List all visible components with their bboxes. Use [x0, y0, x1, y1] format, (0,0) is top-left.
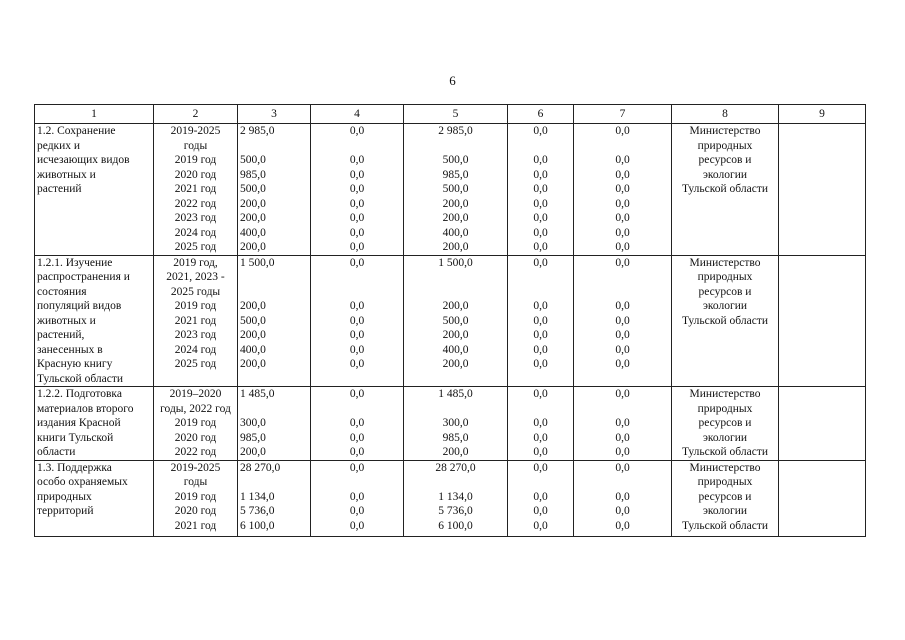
period-cell [154, 387, 238, 461]
extrabudget-cell-line [576, 285, 669, 300]
local-cell-line: 0,0 [533, 256, 548, 269]
local-cell-line [510, 139, 571, 154]
local-cell [508, 255, 574, 387]
result-cell [779, 387, 866, 461]
extrabudget-cell-line: 0,0 [615, 505, 630, 517]
extrabudget-cell-line: 0,0 [615, 490, 630, 503]
regional-cell [404, 460, 508, 536]
federal-cell-line: 0,0 [349, 212, 365, 224]
extrabudget-cell-line: 0,0 [615, 300, 630, 312]
period-cell-line: 2021 год [174, 314, 217, 327]
executor-cell-line: Тульской области [681, 519, 768, 532]
extrabudget-cell-line: 0,0 [615, 417, 630, 429]
total-cell-line [240, 402, 308, 417]
executor-cell-line: природных [697, 139, 753, 152]
total-cell-line: 500,0 [240, 314, 266, 327]
extrabudget-cell-line: 0,0 [615, 154, 630, 166]
period-cell-line: 2019 год [174, 490, 217, 503]
total-cell-line: 28 270,0 [240, 461, 281, 474]
extrabudget-cell-line: 0,0 [615, 183, 630, 195]
period-cell-line: 2025 годы [170, 285, 221, 298]
regional-cell-line: 28 270,0 [435, 461, 476, 474]
regional-cell [404, 387, 508, 461]
local-cell-line: 0,0 [533, 168, 548, 181]
total-cell-line: 500,0 [240, 154, 266, 166]
federal-cell-line: 0,0 [349, 125, 365, 137]
executor-cell [672, 124, 779, 256]
regional-cell-line [406, 285, 505, 300]
federal-cell-line: 0,0 [349, 168, 365, 181]
total-cell-line [240, 139, 308, 154]
measure-name-cell: 1.2. Сохранение редких и исчезающих видов животных и растений [35, 124, 154, 256]
local-cell-line: 0,0 [533, 183, 548, 195]
total-cell-line: 200,0 [240, 358, 266, 370]
header-cell-4: 4 [311, 105, 404, 124]
total-cell [238, 460, 311, 536]
regional-cell-line: 300,0 [442, 417, 469, 429]
executor-cell-line: природных [697, 402, 753, 415]
header-cell-2: 2 [154, 105, 238, 124]
federal-cell-line: 0,0 [349, 256, 365, 269]
result-cell [779, 460, 866, 536]
total-cell-line: 300,0 [240, 417, 266, 429]
executor-cell-line: ресурсов и [698, 285, 752, 298]
executor-cell [672, 460, 779, 536]
period-cell-line: 2024 год [174, 226, 217, 239]
executor-cell-line: Тульской области [681, 314, 768, 327]
local-cell-line: 0,0 [533, 490, 548, 503]
federal-cell-line: 0,0 [349, 490, 365, 503]
period-cell-line: 2019 год, [173, 256, 218, 269]
federal-cell-line: 0,0 [349, 358, 365, 370]
regional-cell-line: 400,0 [442, 226, 469, 239]
extrabudget-cell [574, 255, 672, 387]
regional-cell-line: 1 500,0 [438, 256, 473, 269]
header-cell-7: 7 [574, 105, 672, 124]
period-cell-line: 2023 год [174, 212, 217, 224]
total-cell-line: 2 985,0 [240, 125, 275, 137]
local-cell-line [510, 285, 571, 300]
federal-cell-line: 0,0 [349, 329, 365, 341]
extrabudget-cell-line: 0,0 [615, 168, 630, 181]
federal-cell-line: 0,0 [349, 505, 365, 517]
regional-cell-line [406, 270, 505, 285]
federal-cell-line: 0,0 [349, 343, 365, 356]
local-cell-line: 0,0 [533, 212, 548, 224]
local-cell-line [510, 372, 571, 387]
local-cell-line: 0,0 [533, 446, 548, 458]
period-cell-line: 2020 год [174, 505, 217, 517]
local-cell-line: 0,0 [533, 388, 548, 400]
regional-cell-line: 500,0 [442, 183, 469, 195]
period-cell-line: 2019-2025 [170, 125, 221, 137]
total-cell-line: 5 736,0 [240, 505, 275, 517]
total-cell-line: 200,0 [240, 197, 266, 210]
total-cell [238, 255, 311, 387]
header-cell-8: 8 [672, 105, 779, 124]
executor-cell-line: экологии [702, 300, 748, 312]
local-cell [508, 124, 574, 256]
table-row [35, 124, 866, 256]
executor-cell-line: Министерство [689, 125, 761, 137]
extrabudget-cell-line: 0,0 [615, 329, 630, 341]
regional-cell-line: 6 100,0 [438, 519, 473, 532]
regional-cell [404, 124, 508, 256]
period-cell [154, 255, 238, 387]
executor-cell-line: Министерство [689, 388, 761, 400]
executor-cell-line: Тульской области [681, 183, 768, 195]
regional-cell-line: 500,0 [442, 154, 469, 166]
regional-cell-line: 985,0 [442, 168, 469, 181]
extrabudget-cell-line: 0,0 [615, 314, 630, 327]
local-cell-line [510, 402, 571, 417]
header-cell-5: 5 [404, 105, 508, 124]
federal-cell-line [313, 372, 401, 387]
federal-cell-line: 0,0 [349, 241, 365, 253]
executor-cell-line: природных [697, 271, 753, 283]
federal-cell [311, 387, 404, 461]
federal-cell-line: 0,0 [349, 300, 365, 312]
period-cell-line: 2021 год [174, 519, 217, 532]
regional-cell-line: 1 134,0 [438, 490, 473, 503]
federal-cell [311, 460, 404, 536]
federal-cell-line [313, 402, 401, 417]
executor-cell-line: экологии [702, 505, 748, 517]
total-cell-line: 6 100,0 [240, 519, 275, 532]
period-cell-line: 2019–2020 [169, 388, 222, 400]
regional-cell-line: 400,0 [442, 343, 469, 356]
extrabudget-cell-line: 0,0 [615, 431, 630, 444]
measure-name-cell: 1.2.2. Подготовка материалов второго издания Красной книги Тульской области [35, 387, 154, 461]
total-cell-line [240, 285, 308, 300]
period-cell-line: 2022 год [174, 197, 217, 210]
period-cell-line: 2019-2025 [170, 461, 221, 474]
extrabudget-cell-line: 0,0 [615, 241, 630, 253]
result-cell [779, 124, 866, 256]
total-cell-line: 200,0 [240, 212, 266, 224]
total-cell-line: 985,0 [240, 168, 266, 181]
extrabudget-cell [574, 387, 672, 461]
regional-cell-line: 985,0 [442, 431, 469, 444]
local-cell-line: 0,0 [533, 358, 548, 370]
total-cell [238, 387, 311, 461]
header-cell-1: 1 [35, 105, 154, 124]
local-cell-line: 0,0 [533, 314, 548, 327]
period-cell-line: 2019 год [174, 417, 217, 429]
federal-cell-line: 0,0 [349, 461, 365, 474]
period-cell-line: 2021 год [174, 183, 217, 195]
regional-cell-line: 200,0 [442, 446, 469, 458]
period-cell-line: 2022 год [174, 446, 217, 458]
local-cell-line: 0,0 [533, 154, 548, 166]
regional-cell-line: 200,0 [442, 300, 469, 312]
regional-cell-line: 200,0 [442, 197, 469, 210]
program-table [34, 104, 866, 537]
period-cell-line: 2024 год [174, 343, 217, 356]
executor-cell-line: экологии [702, 168, 748, 181]
local-cell-line: 0,0 [533, 343, 548, 356]
regional-cell-line: 200,0 [442, 212, 469, 224]
extrabudget-cell [574, 460, 672, 536]
result-cell [779, 255, 866, 387]
extrabudget-cell-line [576, 372, 669, 387]
local-cell-line: 0,0 [533, 417, 548, 429]
period-cell-line: 2020 год [174, 168, 217, 181]
federal-cell [311, 255, 404, 387]
executor-cell [672, 387, 779, 461]
total-cell-line: 500,0 [240, 183, 266, 195]
header-row [35, 105, 866, 124]
federal-cell-line [313, 475, 401, 490]
total-cell-line: 200,0 [240, 300, 266, 312]
total-cell-line: 200,0 [240, 241, 266, 253]
federal-cell-line [313, 285, 401, 300]
extrabudget-cell-line: 0,0 [615, 212, 630, 224]
period-cell-line: 2019 год [174, 154, 217, 166]
federal-cell-line [313, 270, 401, 285]
total-cell-line: 1 500,0 [240, 256, 275, 269]
period-cell-line: 2020 год [174, 431, 217, 444]
measure-name-cell: 1.3. Поддержка особо охраняемых природных территорий [35, 460, 154, 536]
regional-cell-line: 500,0 [442, 314, 469, 327]
period-cell-line: 2023 год [174, 329, 217, 341]
extrabudget-cell-line [576, 475, 669, 490]
extrabudget-cell-line [576, 270, 669, 285]
regional-cell-line: 200,0 [442, 241, 469, 253]
local-cell-line: 0,0 [533, 125, 548, 137]
regional-cell-line: 1 485,0 [438, 388, 473, 400]
regional-cell-line: 200,0 [442, 329, 469, 341]
extrabudget-cell-line: 0,0 [615, 226, 630, 239]
extrabudget-cell-line: 0,0 [615, 358, 630, 370]
extrabudget-cell-line: 0,0 [615, 519, 630, 532]
federal-cell-line: 0,0 [349, 446, 365, 458]
regional-cell-line: 5 736,0 [438, 505, 473, 517]
period-cell-line: 2019 год [174, 300, 217, 312]
federal-cell-line: 0,0 [349, 183, 365, 195]
federal-cell [311, 124, 404, 256]
executor-cell-line: Тульской области [681, 446, 768, 458]
period-cell-line: годы, 2022 год [160, 402, 231, 415]
total-cell-line: 200,0 [240, 446, 266, 458]
total-cell-line [240, 475, 308, 490]
federal-cell-line: 0,0 [349, 431, 365, 444]
executor-cell-line: Министерство [689, 461, 761, 474]
federal-cell-line [313, 139, 401, 154]
regional-cell [404, 255, 508, 387]
executor-cell-line: природных [697, 476, 753, 488]
header-cell-9: 9 [779, 105, 866, 124]
extrabudget-cell-line: 0,0 [615, 197, 630, 210]
local-cell-line [510, 475, 571, 490]
federal-cell-line: 0,0 [349, 417, 365, 429]
regional-cell-line [406, 402, 505, 417]
total-cell-line: 1 485,0 [240, 388, 275, 400]
regional-cell-line: 2 985,0 [438, 125, 473, 137]
regional-cell-line [406, 372, 505, 387]
extrabudget-cell-line: 0,0 [615, 125, 630, 137]
local-cell-line: 0,0 [533, 505, 548, 517]
federal-cell-line: 0,0 [349, 388, 365, 400]
extrabudget-cell-line [576, 402, 669, 417]
total-cell-line: 400,0 [240, 226, 266, 239]
page-number: 6 [449, 73, 456, 88]
local-cell-line: 0,0 [533, 226, 548, 239]
executor-cell [672, 255, 779, 387]
extrabudget-cell-line: 0,0 [615, 256, 630, 269]
total-cell-line [240, 372, 308, 387]
total-cell [238, 124, 311, 256]
local-cell [508, 460, 574, 536]
extrabudget-cell [574, 124, 672, 256]
period-cell-line: годы [183, 139, 208, 152]
measure-name-cell: 1.2.1. Изучение распространения и состояния популяций видов животных и растений, занесенных в Красную книгу Тульской области [35, 255, 154, 387]
table-row [35, 460, 866, 536]
table-row [35, 387, 866, 461]
local-cell-line: 0,0 [533, 329, 548, 341]
period-cell [154, 124, 238, 256]
header-cell-6: 6 [508, 105, 574, 124]
local-cell-line: 0,0 [533, 519, 548, 532]
total-cell-line: 985,0 [240, 431, 266, 444]
executor-cell-line: ресурсов и [698, 154, 752, 166]
local-cell-line: 0,0 [533, 300, 548, 312]
total-cell-line [240, 270, 308, 285]
federal-cell-line: 0,0 [349, 154, 365, 166]
period-cell-line: годы [183, 476, 208, 488]
local-cell-line: 0,0 [533, 197, 548, 210]
regional-cell-line: 200,0 [442, 358, 469, 370]
federal-cell-line: 0,0 [349, 519, 365, 532]
extrabudget-cell-line: 0,0 [615, 388, 630, 400]
total-cell-line: 1 134,0 [240, 490, 275, 503]
table-row [35, 255, 866, 387]
federal-cell-line: 0,0 [349, 314, 365, 327]
local-cell-line [510, 270, 571, 285]
federal-cell-line: 0,0 [349, 226, 365, 239]
period-cell-line: 2021, 2023 - [166, 271, 225, 283]
extrabudget-cell-line: 0,0 [615, 461, 630, 474]
total-cell-line: 200,0 [240, 329, 266, 341]
regional-cell-line [406, 475, 505, 490]
local-cell-line: 0,0 [533, 431, 548, 444]
extrabudget-cell-line: 0,0 [615, 446, 630, 458]
extrabudget-cell-line [576, 139, 669, 154]
regional-cell-line [406, 139, 505, 154]
local-cell [508, 387, 574, 461]
period-cell-line: 2025 год [174, 358, 217, 370]
period-cell [154, 460, 238, 536]
federal-cell-line: 0,0 [349, 197, 365, 210]
extrabudget-cell-line: 0,0 [615, 343, 630, 356]
local-cell-line: 0,0 [533, 461, 548, 474]
period-cell-line: 2025 год [174, 241, 217, 253]
executor-cell-line: ресурсов и [698, 490, 752, 503]
executor-cell-line: ресурсов и [698, 417, 752, 429]
period-cell-line [156, 372, 235, 387]
executor-cell-line: Министерство [689, 256, 761, 269]
executor-cell-line: экологии [702, 431, 748, 444]
local-cell-line: 0,0 [533, 241, 548, 253]
total-cell-line: 400,0 [240, 343, 266, 356]
header-cell-3: 3 [238, 105, 311, 124]
